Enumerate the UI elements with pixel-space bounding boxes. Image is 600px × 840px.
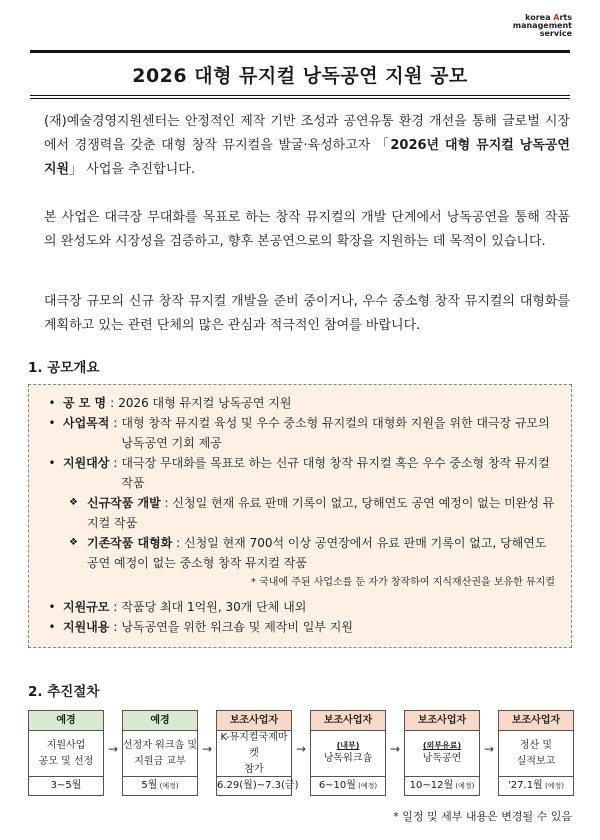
kams-logo	[513, 14, 572, 38]
arrow-right-icon: →	[201, 742, 213, 756]
logo-text-a: A	[553, 13, 560, 22]
logo-text-korea: korea	[525, 13, 554, 22]
eligibility-note: * 국내에 주된 사업소를 둔 자가 창작하여 지식재산권을 보유한 뮤지컬	[250, 577, 555, 588]
process-step-text: 낭독공연	[422, 753, 462, 764]
arrow-right-icon: →	[107, 742, 119, 756]
process-step-text: 지원금 교부	[134, 755, 186, 767]
overview-item: • 지원내용 : 낭독공연을 위한 워크숍 및 제작비 일부 지원	[48, 620, 353, 634]
section-heading-overview: 1. 공모개요	[28, 360, 100, 376]
overview-item: • 공 모 명 : 2026 대형 뮤지컬 낭독공연 지원	[48, 396, 292, 410]
process-step-date: 5월 (예정)	[141, 780, 179, 791]
process-step-tentative: (예정)	[157, 782, 179, 790]
arrow-right-icon: →	[389, 742, 401, 756]
diamond-bullet-icon: ❖	[69, 537, 78, 548]
diamond-bullet-icon: ❖	[69, 497, 78, 508]
process-step-owner: 예경	[29, 711, 103, 731]
process-step	[404, 710, 480, 796]
overview-subitem: ❖ 기존작품 대형화 : 신청일 현재 700석 이상 공연장에서 유료 판매 기록이 없고, 당해연도 공연 예정이 없는 중소형 창작 뮤지컬 작품	[41, 533, 559, 573]
process-step-text: 지원사업	[46, 739, 86, 751]
title-banner	[30, 50, 570, 96]
intro-paragraph-3: 대극장 규모의 신규 창작 뮤지컬 개발을 준비 중이거나, 우수 중소형 창작 뮤지컬의 대형화를 계획하고 있는 관련 단체의 많은 관심과 적극적인 참여를 바랍니다.	[44, 294, 570, 333]
process-step-owner: 보조사업자	[311, 711, 385, 731]
process-step-tentative: (예정)	[542, 782, 564, 790]
process-step-qualifier: (외부유료)	[422, 741, 462, 750]
logo-text-management: management	[512, 21, 572, 30]
process-step-tentative: (예정)	[355, 782, 378, 790]
intro-paragraph-2: 본 사업은 대극장 무대화를 목표로 하는 창작 뮤지컬의 개발 단계에서 낭독공연을 통해 작품의 완성도와 시장성을 검증하고, 향후 본공연으로의 확장을 지원하는 데 목적이 있습니다.	[44, 210, 570, 249]
process-flow	[28, 710, 574, 796]
process-step-task	[123, 731, 197, 777]
process-step-text: 실적보고	[516, 755, 556, 767]
overview-item: • 사업목적 : 대형 창작 뮤지컬 육성 및 우수 중소형 뮤지컬의 대형화 지원을 위한 대극장 규모의 낭독공연 기회 제공	[48, 416, 550, 450]
process-step	[498, 710, 574, 796]
overview-subitem: ❖ 신규작품 개발 : 신청일 현재 유료 판매 기록이 없고, 당해연도 공연 예정이 없는 미완성 뮤지컬 작품	[41, 493, 559, 533]
section-heading-process: 2. 추진절차	[28, 684, 100, 700]
process-step-task	[29, 731, 103, 777]
arrow-right-icon: →	[295, 742, 307, 756]
schedule-note: * 일정 및 세부 내용은 변경될 수 있음	[393, 810, 572, 823]
process-step-task	[499, 731, 573, 777]
process-step	[310, 710, 386, 796]
process-step-text: 공모 및 선정	[38, 755, 94, 767]
overview-item: • 지원대상 : 대극장 무대화를 목표로 하는 신규 대형 창작 뮤지컬 혹은 우수 중소형 창작 뮤지컬 작품	[48, 456, 550, 490]
process-step-owner: 보조사업자	[217, 711, 291, 731]
process-step-text: K-뮤지컬국제마켓	[220, 731, 288, 759]
process-step	[28, 710, 104, 796]
process-step-text: 정산 및	[519, 739, 553, 751]
logo-text-rts: rts	[559, 13, 572, 22]
intro-paragraph-1: (재)예술경영지원센터는 안정적인 제작 기반 조성과 공연유통 환경 개선을 통해 글로벌 시장에서 경쟁력을 갖춘 대형 창작 뮤지컬을 발굴·육성하고자 「2026년 대형 뮤지컬 낭독공연 지원」 사업을 추진합니다.	[44, 114, 570, 177]
process-step	[216, 710, 299, 796]
process-step-owner: 보조사업자	[405, 711, 479, 731]
arrow-right-icon: →	[483, 742, 495, 756]
process-step-text: 참가	[244, 763, 264, 775]
process-step-date: '27.1월 (예정)	[508, 780, 564, 791]
process-step	[122, 710, 198, 796]
process-step-qualifier: (내부)	[336, 741, 360, 750]
process-step-date: 6.29(월)~7.3(금)	[217, 780, 299, 791]
overview-item: • 지원규모 : 작품당 최대 1억원, 30개 단체 내외	[48, 600, 307, 614]
program-name-bold: 2026년 대형 뮤지컬 낭독공연 지원	[44, 138, 570, 177]
process-step-owner: 보조사업자	[499, 711, 573, 731]
process-step-text: 낭독워크숍	[323, 753, 373, 764]
page-title: 2026 대형 뮤지컬 낭독공연 지원 공모	[132, 64, 468, 87]
process-step-date: 10~12월 (예정)	[409, 780, 475, 791]
process-step-tentative: (예정)	[453, 782, 475, 790]
process-step-owner: 예경	[123, 711, 197, 731]
process-step-date: 3~5월	[50, 780, 82, 791]
process-step-task	[217, 731, 291, 777]
process-step-task	[311, 731, 385, 777]
logo-text-service: service	[539, 29, 572, 38]
overview-box	[28, 384, 572, 648]
process-step-date: 6~10월 (예정)	[318, 780, 378, 791]
process-step-text: 선정자 워크숍 및	[123, 739, 197, 751]
process-step-task	[405, 731, 479, 777]
